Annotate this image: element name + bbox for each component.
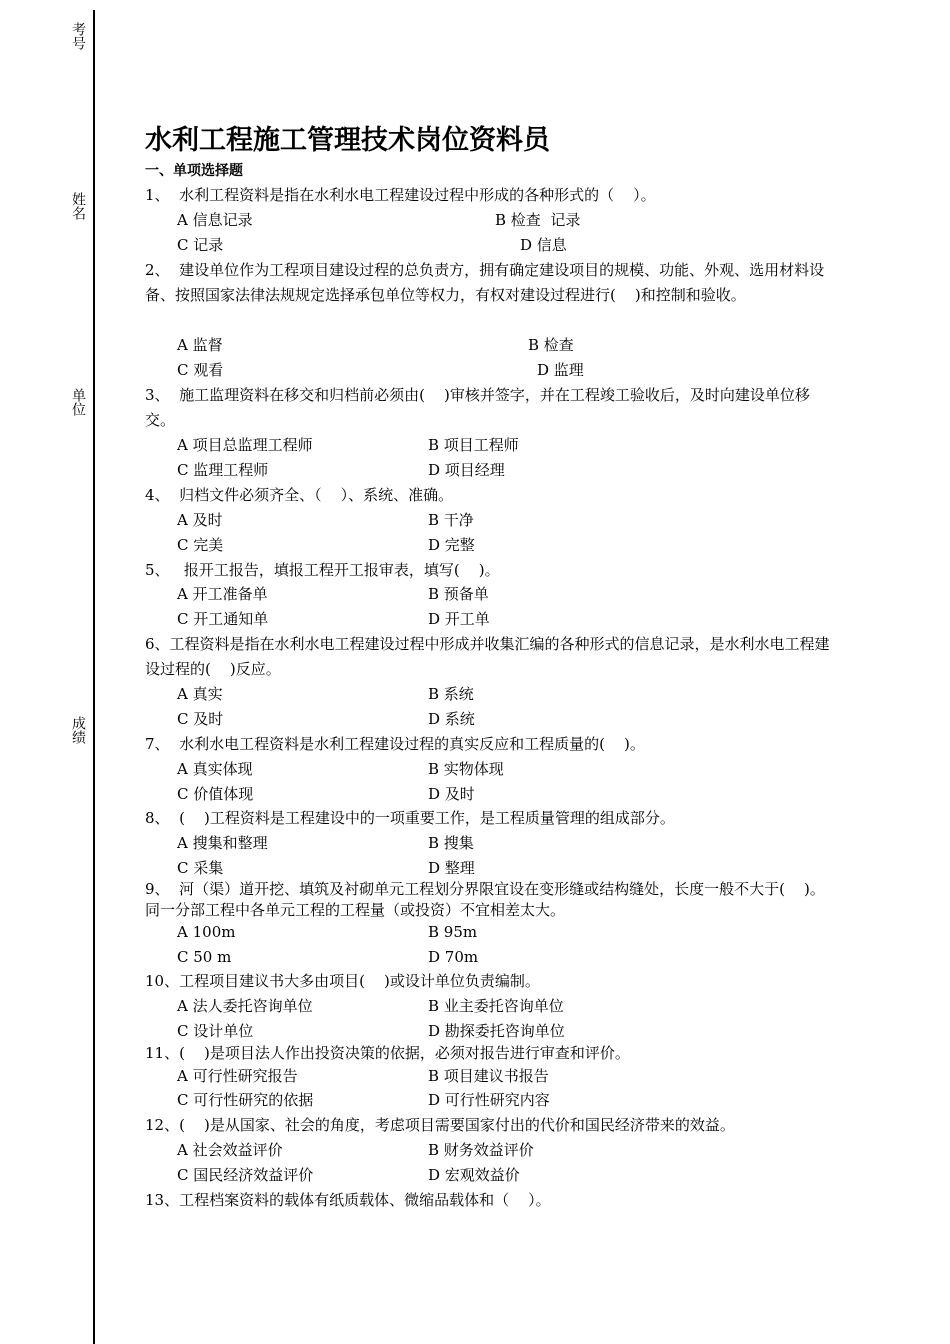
q4-option-c: C 完美 (177, 536, 224, 554)
q12-option-b: B 财务效益评价 (428, 1141, 534, 1159)
q7-option-d: D 及时 (428, 785, 475, 803)
q8-option-c: C 采集 (177, 859, 224, 877)
q10-option-a: A 法人委托咨询单位 (177, 997, 313, 1015)
q1-option-c: C 记录 (177, 236, 224, 254)
q2-option-c: C 观看 (177, 361, 224, 379)
question-10: 10、工程项目建议书大多由项目( )或设计单位负责编制。 (145, 972, 540, 990)
q12-option-a: A 社会效益评价 (177, 1141, 283, 1159)
q5-option-d: D 开工单 (428, 610, 490, 628)
q7-option-b: B 实物体现 (428, 760, 504, 778)
question-5: 5、 报开工报告，填报工程开工报审表，填写( )。 (145, 561, 500, 579)
question-9: 9、 河（渠）道开挖、填筑及衬砌单元工程划分界限宜设在变形缝或结构缝处，长度一般不大于( )。同一分部工程中各单元工程的工程量（或投资）不宜相差太大。 (145, 880, 825, 919)
question-7: 7、 水利水电工程资料是水利工程建设过程的真实反应和工程质量的( )。 (145, 735, 645, 753)
q3-option-a: A 项目总监理工程师 (177, 436, 313, 454)
q4-option-d: D 完整 (428, 536, 475, 554)
q3-option-b: B 项目工程师 (428, 436, 519, 454)
q12-option-c: C 国民经济效益评价 (177, 1166, 314, 1184)
q5-option-a: A 开工准备单 (177, 585, 268, 603)
q10-option-c: C 设计单位 (177, 1022, 254, 1040)
name-label: 姓名 (70, 192, 86, 220)
page-title: 水利工程施工管理技术岗位资料员 (145, 125, 550, 156)
question-12: 12、( )是从国家、社会的角度，考虑项目需要国家付出的代价和国民经济带来的效益。 (145, 1116, 735, 1134)
q7-option-c: C 价值体现 (177, 785, 254, 803)
q10-option-d: D 勘探委托咨询单位 (428, 1022, 565, 1040)
q5-option-b: B 预备单 (428, 585, 489, 603)
question-6: 6、工程资料是指在水利水电工程建设过程中形成并收集汇编的各种形式的信息记录，是水利水电工程建设过程的( )反应。 (145, 635, 830, 678)
q7-option-a: A 真实体现 (177, 760, 253, 778)
question-11: 11、( )是项目法人作出投资决策的依据，必须对报告进行审查和评价。 (145, 1044, 630, 1062)
q2-option-d: D 监理 (537, 361, 584, 379)
q3-option-d: D 项目经理 (428, 461, 505, 479)
exam-number-label: 考号 (70, 22, 86, 50)
question-3: 3、 施工监理资料在移交和归档前必须由( )审核并签字，并在工程竣工验收后，及时向建设单位移交。 (145, 386, 810, 429)
q11-option-b: B 项目建议书报告 (428, 1067, 549, 1085)
q1-option-a: A 信息记录 (177, 211, 253, 229)
q3-option-c: C 监理工程师 (177, 461, 269, 479)
question-4: 4、 归档文件必须齐全、（ ）、系统、准确。 (145, 486, 454, 504)
q1-option-d: D 信息 (520, 236, 567, 254)
q8-option-b: B 搜集 (428, 834, 474, 852)
q10-option-b: B 业主委托咨询单位 (428, 997, 564, 1015)
q6-option-a: A 真实 (177, 685, 223, 703)
question-8: 8、 ( )工程资料是工程建设中的一项重要工作，是工程质量管理的组成部分。 (145, 809, 675, 827)
question-13: 13、工程档案资料的载体有纸质载体、微缩品载体和（ ）。 (145, 1191, 551, 1209)
q8-option-d: D 整理 (428, 859, 475, 877)
score-label: 成绩 (70, 716, 86, 744)
q4-option-b: B 干净 (428, 511, 474, 529)
q11-option-a: A 可行性研究报告 (177, 1067, 298, 1085)
question-1: 1、 水利工程资料是指在水利水电工程建设过程中形成的各种形式的（ ）。 (145, 186, 656, 204)
q9-option-c: C 50 m (177, 948, 232, 966)
q1-option-b: B 检查 记录 (495, 211, 581, 229)
q9-option-a: A 100m (177, 923, 236, 941)
q11-option-c: C 可行性研究的依据 (177, 1091, 314, 1109)
q4-option-a: A 及时 (177, 511, 223, 529)
q9-option-d: D 70m (428, 948, 479, 966)
q6-option-d: D 系统 (428, 710, 475, 728)
q8-option-a: A 搜集和整理 (177, 834, 268, 852)
question-2: 2、 建设单位作为工程项目建设过程的总负责方，拥有确定建设项目的规模、功能、外观、选用材料设备、按照国家法律法规规定选择承包单位等权力，有权对建设过程进行( )和控制和验收。 (145, 261, 825, 304)
q6-option-c: C 及时 (177, 710, 224, 728)
q12-option-d: D 宏观效益价 (428, 1166, 520, 1184)
binding-margin-line (93, 10, 95, 1344)
q11-option-d: D 可行性研究内容 (428, 1091, 550, 1109)
section-heading: 一、单项选择题 (145, 163, 243, 179)
q9-option-b: B 95m (428, 923, 478, 941)
q6-option-b: B 系统 (428, 685, 474, 703)
q2-option-a: A 监督 (177, 336, 223, 354)
q5-option-c: C 开工通知单 (177, 610, 269, 628)
q2-option-b: B 检查 (528, 336, 574, 354)
unit-label: 单位 (70, 388, 86, 416)
